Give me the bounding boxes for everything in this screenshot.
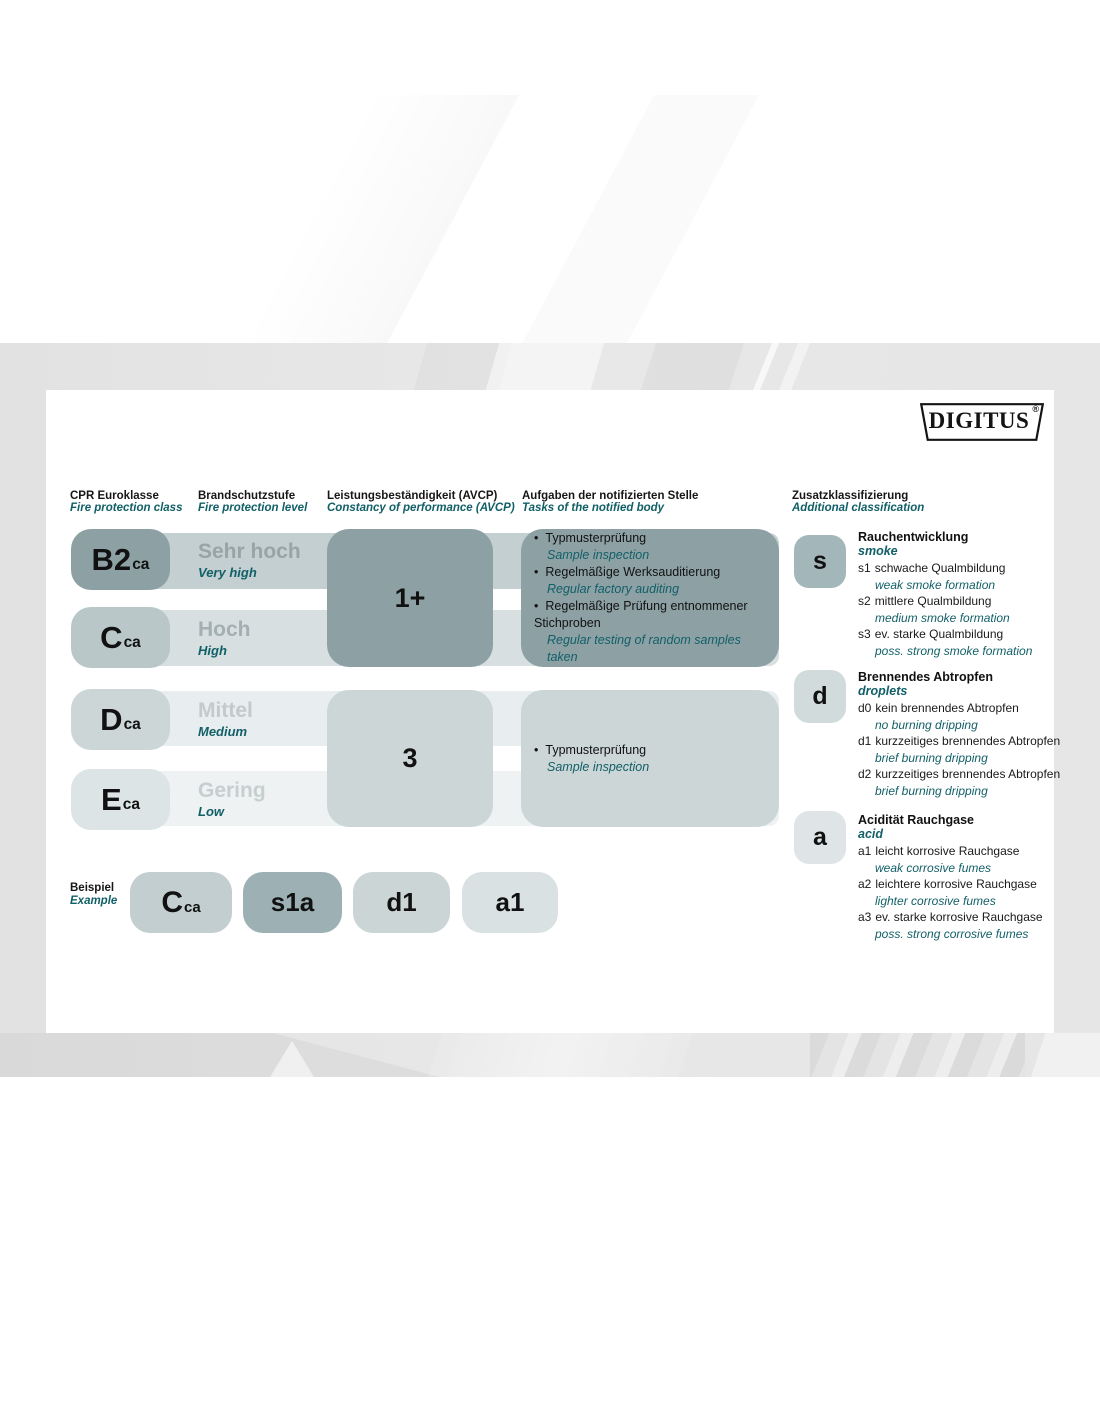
task-item-de: [534, 564, 769, 581]
column-header-de: Aufgaben der notifizierten Stelle: [522, 490, 699, 502]
classification-item-en: poss. strong corrosive fumes: [875, 926, 1029, 941]
example-text: s1a: [270, 887, 315, 917]
tasks-box-3: [521, 690, 779, 827]
example-badge-s1a: [243, 872, 342, 933]
classification-item-de: [858, 909, 1073, 926]
classification-item-de: [858, 766, 1073, 783]
item-text: kein brennendes Abtropfen: [875, 701, 1019, 715]
item-text: kurzzeitiges brennendes Abtropfen: [875, 767, 1061, 781]
decor-shape: [0, 1033, 440, 1077]
section-acid: [858, 813, 1073, 942]
section-title-en: smoke: [858, 544, 898, 558]
band-decor-top: [0, 343, 1100, 390]
item-code: d1: [858, 734, 872, 748]
digitus-logo: [920, 403, 1044, 441]
class-badge-dca: [71, 689, 170, 750]
band-decor-bottom: [0, 1033, 1100, 1077]
badge-smoke: [794, 535, 846, 588]
item-text: leicht korrosive Rauchgase: [875, 844, 1020, 858]
example-label: [70, 882, 117, 908]
column-header-de: Zusatzklassifizierung: [792, 490, 909, 502]
classification-item-en: no burning dripping: [875, 717, 978, 732]
example-label-en: Example: [70, 895, 118, 907]
section-droplets: [858, 670, 1073, 799]
task-item-en: Regular factory auditing: [547, 582, 680, 596]
task-item-en: Sample inspection: [547, 759, 650, 774]
example-text: a1: [495, 887, 525, 917]
logo-text: DIGITUS: [928, 408, 1030, 433]
task-item-de: [534, 598, 769, 632]
item-code: s1: [858, 561, 871, 575]
column-header-en: Fire protection class: [70, 502, 183, 514]
badge-acid: [794, 811, 846, 864]
class-subscript: ca: [123, 715, 141, 733]
task-text: Typmusterprüfung: [545, 531, 647, 545]
level-de: Sehr hoch: [198, 540, 301, 563]
decor-shape: [426, 1033, 694, 1077]
classification-item-en: medium smoke formation: [875, 610, 1010, 625]
classification-item-de: [858, 593, 1073, 610]
info-card: [46, 390, 1061, 1033]
column-header-additional: [792, 490, 924, 514]
item-code: s2: [858, 594, 871, 608]
decor-shape: [810, 1033, 1025, 1077]
item-code: a3: [858, 910, 872, 924]
item-text: ev. starke Qualmbildung: [874, 627, 1004, 641]
classification-item-de: [858, 876, 1073, 893]
level-low: [198, 780, 266, 819]
badge-droplets: [794, 670, 846, 723]
item-code: d0: [858, 701, 872, 715]
section-title-de: Rauchentwicklung: [858, 530, 969, 544]
class-subscript: ca: [123, 633, 141, 651]
avcp-box-3: [327, 690, 493, 827]
task-text: Regelmäßige Werksauditierung: [545, 565, 721, 579]
class-symbol: B2: [91, 541, 132, 577]
level-en: Low: [198, 804, 224, 819]
example-badge-a1: [462, 872, 558, 933]
level-very-high: [198, 541, 301, 580]
item-code: d2: [858, 767, 872, 781]
tasks-box-1plus: [521, 529, 779, 667]
classification-item-en: poss. strong smoke formation: [875, 643, 1033, 658]
decor-shape: [483, 343, 605, 390]
example-badge-cca: [130, 872, 232, 933]
classification-item-en: weak smoke formation: [875, 577, 996, 592]
class-subscript: ca: [132, 555, 150, 573]
task-item-de: [534, 742, 769, 759]
example-subscript: ca: [183, 899, 201, 917]
item-code: s3: [858, 627, 871, 641]
column-header-protection-level: [198, 490, 307, 514]
class-badge-cca: [71, 607, 170, 668]
task-item-de: [534, 530, 769, 547]
example-text: C: [161, 885, 183, 919]
section-title-de: Acidität Rauchgase: [858, 813, 975, 827]
classification-item-en: brief burning dripping: [875, 783, 988, 798]
level-de: Hoch: [198, 618, 251, 641]
example-text: d1: [386, 887, 417, 917]
avcp-label: 1+: [394, 582, 426, 613]
registered-trademark-icon: ®: [1032, 404, 1039, 414]
level-de: Gering: [198, 779, 266, 802]
class-subscript: ca: [122, 795, 140, 813]
column-header-euroclass: [70, 490, 182, 514]
avcp-box-1plus: [327, 529, 493, 667]
column-header-avcp: [327, 490, 515, 514]
column-header-notified-body: [522, 490, 698, 514]
example-badge-d1: [353, 872, 450, 933]
classification-item-de: [858, 843, 1073, 860]
task-text: Typmusterprüfung: [545, 742, 647, 757]
level-medium: [198, 700, 253, 739]
level-de: Mittel: [198, 699, 253, 722]
class-symbol: D: [100, 701, 123, 737]
classification-item-en: weak corrosive fumes: [875, 860, 992, 875]
classification-item-en: lighter corrosive fumes: [875, 893, 996, 908]
item-text: schwache Qualmbildung: [874, 561, 1006, 575]
example-label-de: Beispiel: [70, 882, 115, 894]
item-text: leichtere korrosive Rauchgase: [875, 877, 1037, 891]
column-header-de: Brandschutzstufe: [198, 490, 296, 502]
section-title-en: acid: [858, 827, 884, 841]
classification-item-de: [858, 733, 1073, 750]
class-symbol: C: [100, 619, 123, 655]
column-header-en: Constancy of performance (AVCP): [327, 502, 515, 514]
item-code: a2: [858, 877, 872, 891]
classification-item-en: brief burning dripping: [875, 750, 988, 765]
task-text: Regelmäßige Prüfung entnommener Stichproben: [534, 599, 748, 630]
task-item-en: Regular testing of random samples taken: [547, 633, 741, 664]
level-en: Medium: [198, 724, 248, 739]
column-header-de: CPR Euroklasse: [70, 490, 159, 502]
item-text: kurzzeitiges brennendes Abtropfen: [875, 734, 1061, 748]
decor-shape: [638, 343, 745, 390]
task-item-en: Sample inspection: [547, 548, 650, 562]
item-code: a1: [858, 844, 872, 858]
decor-shape: [750, 343, 781, 390]
classification-item-de: [858, 626, 1073, 643]
item-text: mittlere Qualmbildung: [874, 594, 992, 608]
section-smoke: [858, 530, 1073, 659]
column-header-de: Leistungsbeständigkeit (AVCP): [327, 490, 498, 502]
decor-shape: [1029, 1033, 1100, 1077]
column-header-en: Fire protection level: [198, 502, 308, 514]
class-badge-b2ca: [71, 529, 170, 590]
level-en: Very high: [198, 565, 257, 580]
classification-item-de: [858, 700, 1073, 717]
column-header-en: Tasks of the notified body: [522, 502, 665, 514]
level-en: High: [198, 643, 227, 658]
class-badge-eca: [71, 769, 170, 830]
section-title-de: Brennendes Abtropfen: [858, 670, 993, 684]
class-symbol: E: [101, 781, 122, 817]
item-text: ev. starke korrosive Rauchgase: [875, 910, 1043, 924]
classification-item-de: [858, 560, 1073, 577]
badge-letter: d: [812, 682, 828, 710]
background-decor-top: [0, 95, 1100, 343]
column-header-en: Additional classification: [792, 502, 925, 514]
level-high: [198, 619, 251, 658]
badge-letter: a: [813, 823, 827, 851]
decor-shape: [776, 343, 812, 390]
section-title-en: droplets: [858, 684, 908, 698]
avcp-label: 3: [402, 743, 418, 773]
badge-letter: s: [813, 547, 827, 575]
